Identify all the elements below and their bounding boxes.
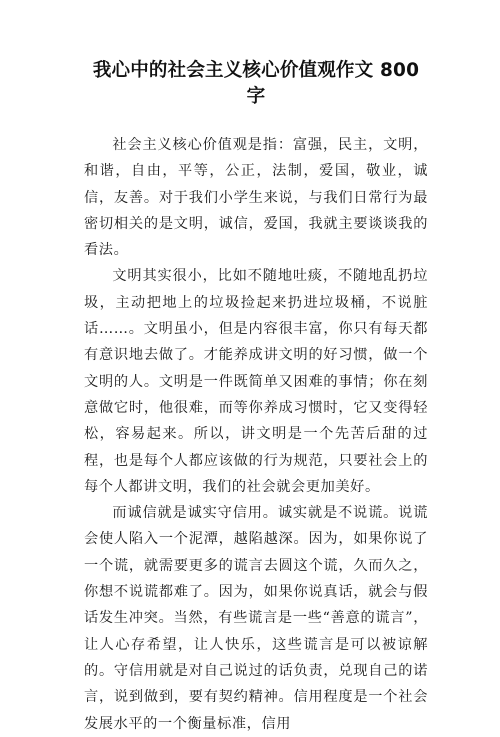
paragraph-3: 而诚信就是诚实守信用。诚实就是不说谎。说谎会使人陷入一个泥潭，越陷越深。因为，如果你说了一个谎，就需要更多的谎言去圆这个谎，久而久之，你想不说谎都难了。因为，如果你说真话，就会与假话发生冲突。当然，有些谎言是一些“善意的谎言”，让人心存希望，让人快乐，这些谎言是可以被谅解的。守信用就是对自己说过的话负责，兑现自己的诺言，说到做到，要有契约精神。信用程度是一个社会发展水平的一个衡量标准，信用 [84,505,428,732]
paragraph-2: 文明其实很小，比如不随地吐痰，不随地乱扔垃圾，主动把地上的垃圾捡起来扔进垃圾桶，不说脏话……。文明虽小，但是内容很丰富，你只有每天都有意识地去做了。才能养成讲文明的好习惯，做一个文明的人。文明是一件既简单又困难的事情；你在刻意做它时，他很难，而等你养成习惯时，它又变得轻松，容易起来。所以，讲文明是一个先苦后甜的过程，也是每个人都应该做的行为规范，只要社会上的每个人都讲文明，我们的社会就会更加美好。 [84,268,428,495]
paragraph-1: 社会主义核心价值观是指：富强，民主，文明，和谐，自由，平等，公正，法制，爱国，敬业，诚信，友善。对于我们小学生来说，与我们日常行为最密切相关的是文明，诚信，爱国，我就主要谈谈我的看法。 [84,137,428,259]
document-title: 我心中的社会主义核心价值观作文 800 字 [92,60,420,107]
